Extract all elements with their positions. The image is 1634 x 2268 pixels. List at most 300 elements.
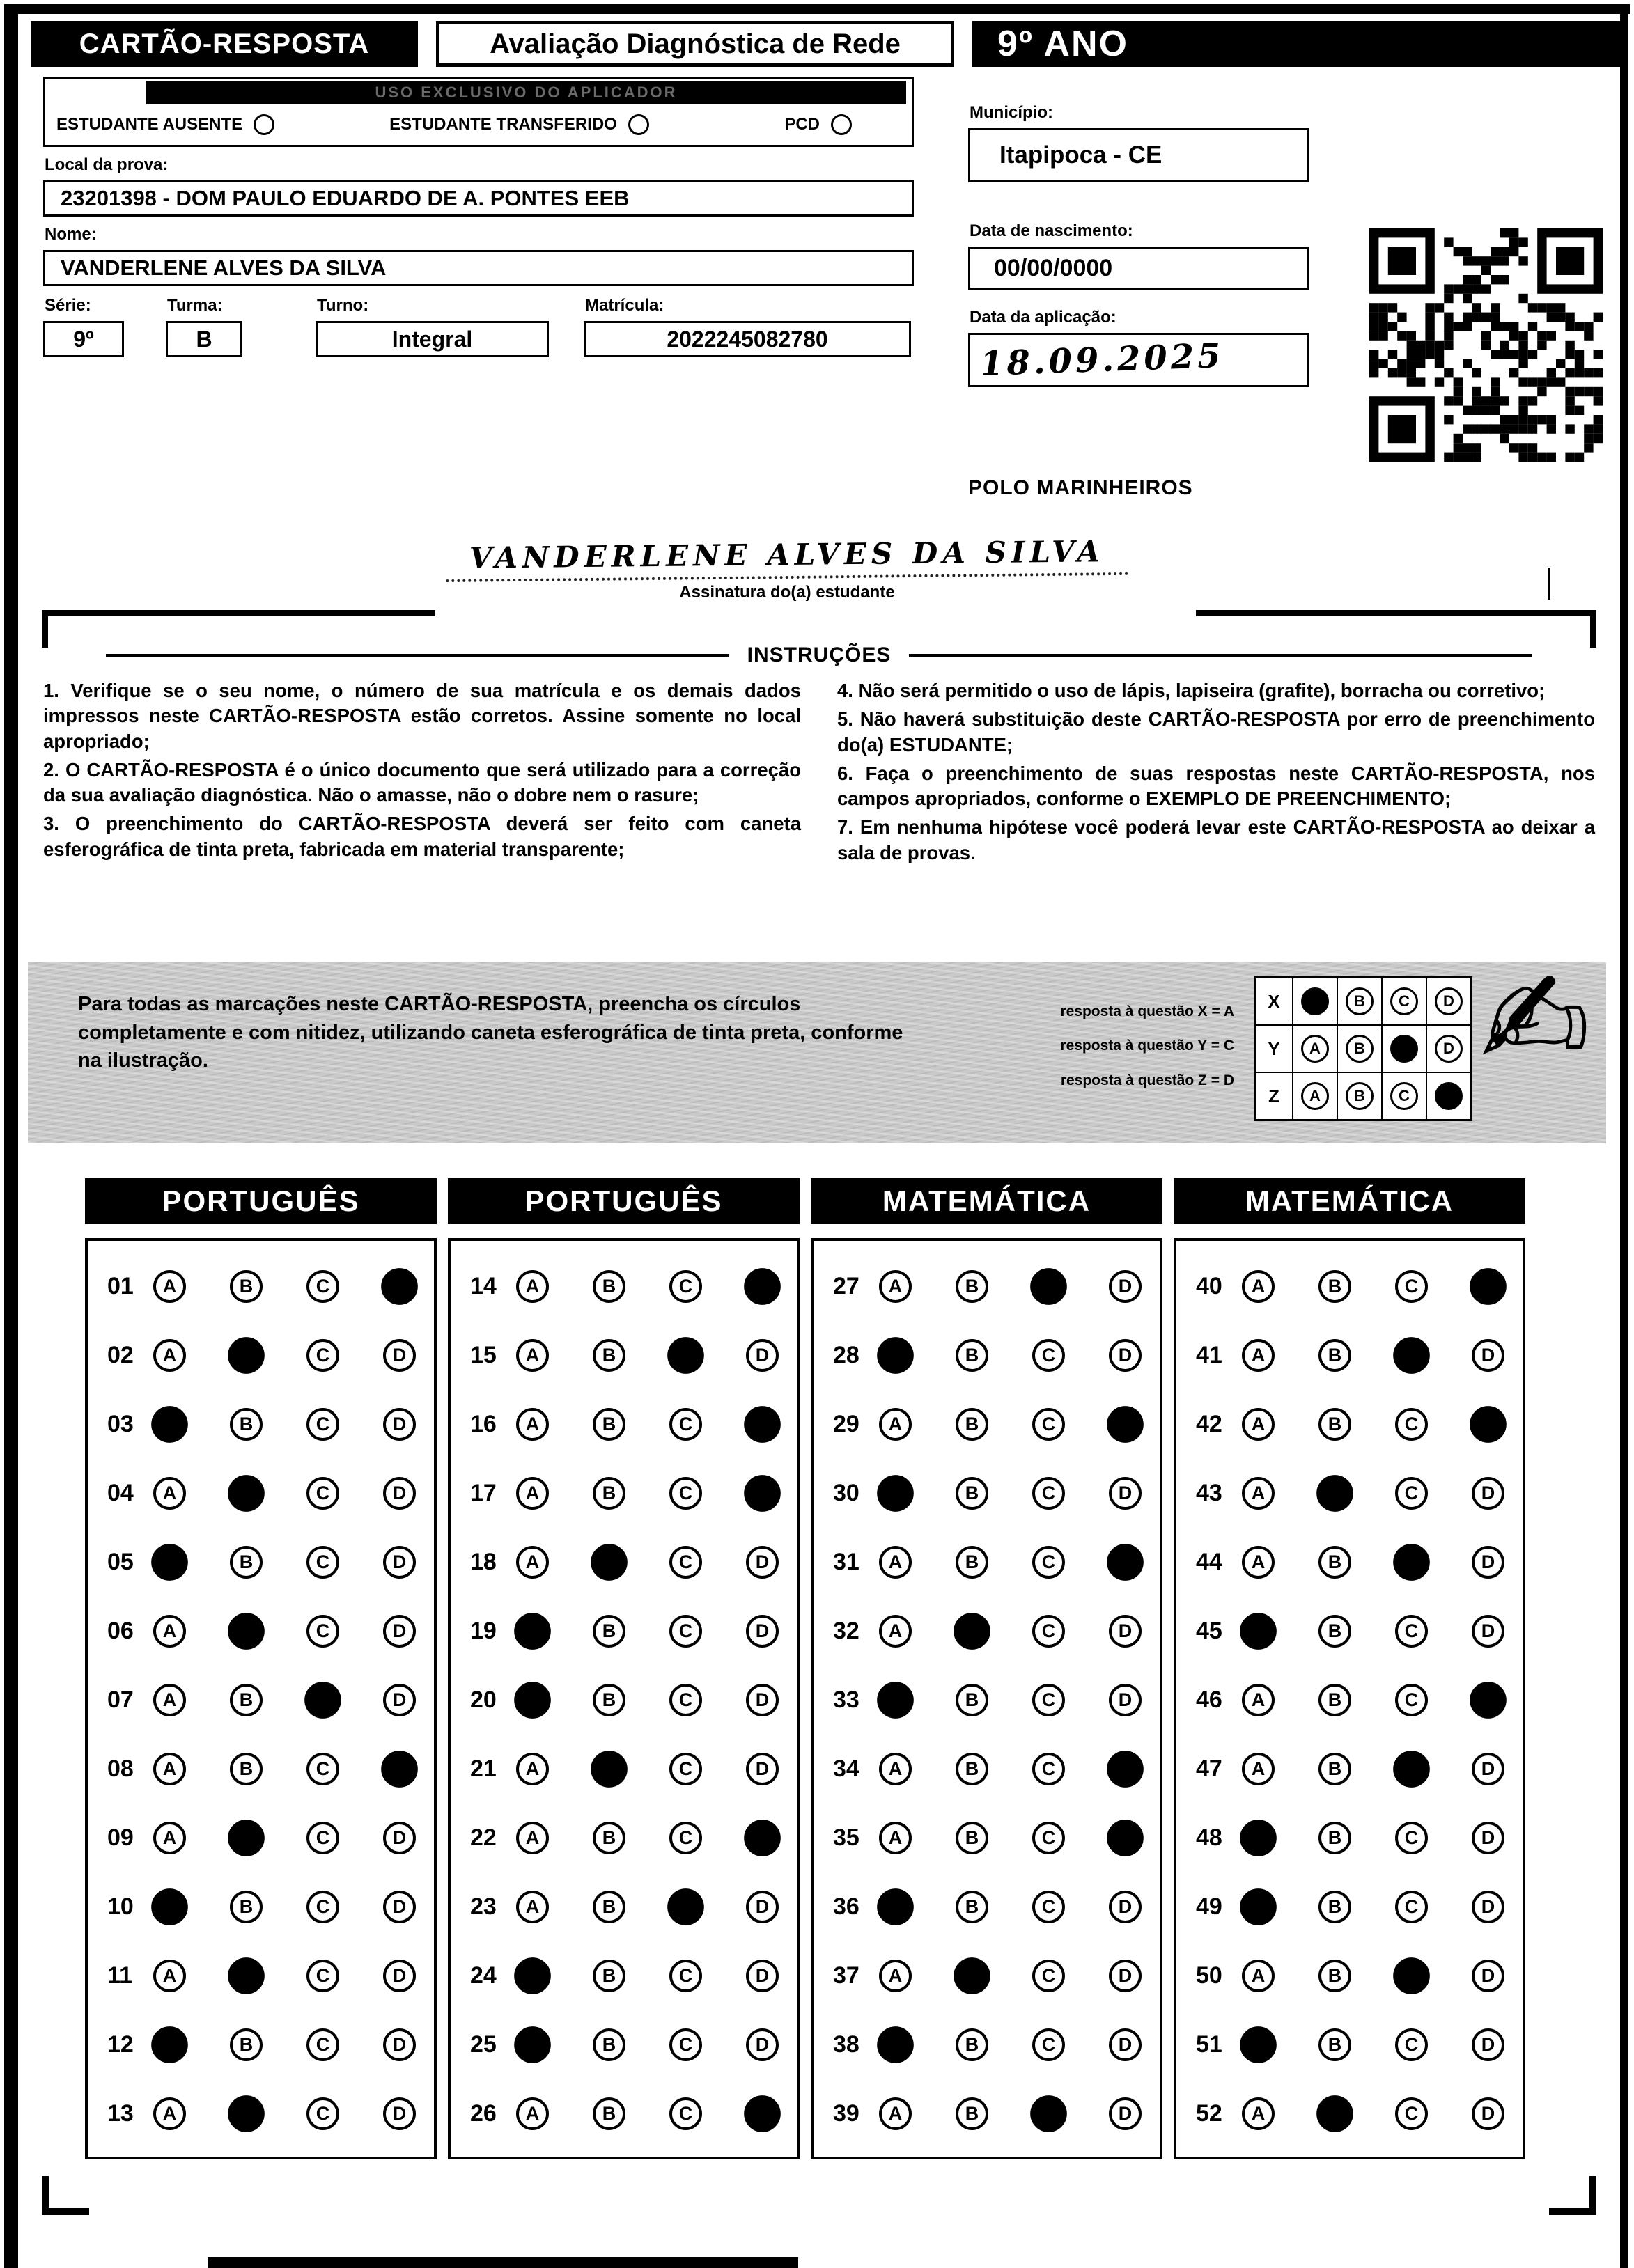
fill-notice-text: Para todas as marcações neste CARTÃO-RESPOSTA, preencha os círculos completamente e com nitidez, utilizando caneta esferográfica de tinta preta, conforme na ilustração.: [78, 993, 903, 1072]
question-row: [814, 1735, 1160, 1804]
answer-bubble-52-B[interactable]: B: [1316, 2095, 1353, 2132]
answer-bubble-05-D[interactable]: D: [383, 1546, 416, 1579]
answer-bubble-37-B[interactable]: B: [954, 1957, 990, 1994]
answer-bubble-17-B[interactable]: B: [593, 1477, 625, 1510]
answer-bubble-36-A[interactable]: A: [877, 1888, 914, 1925]
answer-bubble-17-C[interactable]: C: [669, 1477, 702, 1510]
answer-bubble-11-C[interactable]: C: [306, 1960, 339, 1992]
question-row: [1176, 1597, 1523, 1666]
answer-bubble-17-A[interactable]: A: [516, 1477, 549, 1510]
question-row: [451, 1666, 797, 1735]
answer-bubble-23-C[interactable]: C: [667, 1888, 704, 1925]
question-row: [88, 1666, 434, 1735]
answer-bubble-30-C[interactable]: C: [1032, 1477, 1065, 1510]
bubble-group: [153, 1615, 416, 1648]
answer-bubble-10-C[interactable]: C: [306, 1891, 339, 1923]
answer-bubble-34-C[interactable]: C: [1032, 1753, 1065, 1785]
answer-bubble-38-D[interactable]: D: [1109, 2028, 1142, 2061]
aplicacao-label: Data da aplicação:: [970, 308, 1116, 327]
bubble-group: [516, 1270, 779, 1303]
answer-bubble-04-B[interactable]: B: [228, 1475, 265, 1512]
answer-bubble-23-A[interactable]: A: [516, 1891, 549, 1923]
question-row: [1176, 1321, 1523, 1390]
answer-bubble-28-D[interactable]: D: [1109, 1339, 1142, 1372]
answer-bubble-07-D[interactable]: D: [383, 1684, 416, 1716]
bubble-group: [153, 1408, 416, 1441]
corner-mark-top-left: [42, 610, 435, 648]
matricula-label: Matrícula:: [585, 296, 664, 315]
answer-bubble-41-D[interactable]: D: [1472, 1339, 1504, 1372]
answer-bubble-46-B[interactable]: B: [1318, 1684, 1351, 1716]
question-number: 09: [107, 1824, 134, 1851]
answer-bubble-38-C[interactable]: C: [1032, 2028, 1065, 2061]
answer-bubble-12-B[interactable]: B: [230, 2028, 263, 2061]
answer-bubble-52-C[interactable]: C: [1395, 2097, 1428, 2130]
answer-bubble-04-D[interactable]: D: [383, 1477, 416, 1510]
answer-bubble-39-C[interactable]: C: [1030, 2095, 1067, 2132]
matricula-value: 2022245082780: [584, 321, 911, 357]
question-number: 29: [833, 1411, 859, 1437]
bubble-group: [153, 1822, 416, 1854]
bubble-group: [879, 1753, 1142, 1785]
answer-bubble-19-C[interactable]: C: [669, 1615, 702, 1648]
applicator-option: [56, 114, 274, 135]
answer-bubble-45-D[interactable]: D: [1472, 1615, 1504, 1648]
answer-bubble-02-D[interactable]: D: [383, 1339, 416, 1372]
answer-bubble-16-B[interactable]: B: [593, 1408, 625, 1441]
answer-bubble-12-A[interactable]: A: [151, 2026, 188, 2063]
answer-bubble-02-C[interactable]: C: [306, 1339, 339, 1372]
answer-bubble-38-B[interactable]: B: [956, 2028, 988, 2061]
answer-bubble-34-D[interactable]: D: [1107, 1751, 1144, 1788]
answer-bubble-49-B[interactable]: B: [1318, 1891, 1351, 1923]
answer-bubble-35-A[interactable]: A: [879, 1822, 912, 1854]
answer-bubble-08-B[interactable]: B: [230, 1753, 263, 1785]
answer-bubble-52-A[interactable]: A: [1242, 2097, 1275, 2130]
example-cell: [1338, 1026, 1383, 1073]
answer-bubble-43-D[interactable]: D: [1472, 1477, 1504, 1510]
bubble-group: [879, 1408, 1142, 1441]
answer-bubble-37-D[interactable]: D: [1109, 1960, 1142, 1992]
answer-bubble-06-A[interactable]: A: [153, 1615, 186, 1648]
answer-bubble-24-A[interactable]: A: [514, 1957, 551, 1994]
answer-bubble-05-C[interactable]: C: [306, 1546, 339, 1579]
answer-bubble-06-C[interactable]: C: [306, 1615, 339, 1648]
answer-bubble-16-A[interactable]: A: [516, 1408, 549, 1441]
answer-bubble-01-A[interactable]: A: [153, 1270, 186, 1303]
answer-bubble-29-B[interactable]: B: [956, 1408, 988, 1441]
answer-bubble-27-A[interactable]: A: [879, 1270, 912, 1303]
answer-bubble-19-D[interactable]: D: [746, 1615, 779, 1648]
question-number: 49: [1196, 1893, 1222, 1920]
answer-bubble-27-C[interactable]: C: [1030, 1268, 1067, 1305]
answer-bubble-49-C[interactable]: C: [1395, 1891, 1428, 1923]
local-label: Local da prova:: [45, 155, 169, 174]
answer-column: [811, 1178, 1162, 2159]
answer-bubble-04-C[interactable]: C: [306, 1477, 339, 1510]
answer-bubble-11-A[interactable]: A: [153, 1960, 186, 1992]
answer-bubble-31-C[interactable]: C: [1032, 1546, 1065, 1579]
answer-bubble-34-A[interactable]: A: [879, 1753, 912, 1785]
answer-bubble-26-A[interactable]: A: [516, 2097, 549, 2130]
answer-bubble-08-A[interactable]: A: [153, 1753, 186, 1785]
answer-bubble-40-C[interactable]: C: [1395, 1270, 1428, 1303]
answer-bubble-10-D[interactable]: D: [383, 1891, 416, 1923]
question-number: 43: [1196, 1480, 1222, 1506]
answer-bubble-19-A[interactable]: A: [514, 1613, 551, 1650]
answer-bubble-33-C[interactable]: C: [1032, 1684, 1065, 1716]
applicator-option-label: PCD: [784, 115, 820, 134]
answer-bubble-42-B[interactable]: B: [1318, 1408, 1351, 1441]
answer-bubble-39-B[interactable]: B: [956, 2097, 988, 2130]
answer-bubble-32-D[interactable]: D: [1109, 1615, 1142, 1648]
example-cell: [1293, 1026, 1338, 1073]
question-number: 15: [470, 1342, 497, 1368]
example-grid-row: [1256, 978, 1470, 1026]
answer-bubble-52-D[interactable]: D: [1472, 2097, 1504, 2130]
answer-bubble-01-D[interactable]: D: [381, 1268, 418, 1305]
answer-bubble-26-D[interactable]: D: [744, 2095, 781, 2132]
answer-bubble-34-B[interactable]: B: [956, 1753, 988, 1785]
answer-bubble-33-A[interactable]: A: [877, 1682, 914, 1719]
bubble-group: [153, 1891, 416, 1923]
answer-bubble-11-B[interactable]: B: [228, 1957, 265, 1994]
answer-bubble-36-D[interactable]: D: [1109, 1891, 1142, 1923]
answer-bubble-13-B[interactable]: B: [228, 2095, 265, 2132]
answer-bubble-01-B[interactable]: B: [230, 1270, 263, 1303]
answer-bubble-15-C[interactable]: C: [667, 1337, 704, 1374]
exam-title: Avaliação Diagnóstica de Rede: [436, 21, 954, 67]
answer-bubble-21-B[interactable]: B: [591, 1751, 628, 1788]
bubble-group: [1242, 1753, 1504, 1785]
answer-bubble-44-D[interactable]: D: [1472, 1546, 1504, 1579]
applicator-option-circle[interactable]: [831, 114, 852, 135]
bubble-group: [1242, 1891, 1504, 1923]
bubble-group: [1242, 1270, 1504, 1303]
page-border-top: [4, 4, 1630, 14]
answer-bubble-44-A[interactable]: A: [1242, 1546, 1275, 1579]
answer-bubble-51-C[interactable]: C: [1395, 2028, 1428, 2061]
answer-bubble-32-C[interactable]: C: [1032, 1615, 1065, 1648]
answer-bubble-46-C[interactable]: C: [1395, 1684, 1428, 1716]
answer-bubble-37-C[interactable]: C: [1032, 1960, 1065, 1992]
answer-bubble-13-C[interactable]: C: [306, 2097, 339, 2130]
answer-bubble-03-C[interactable]: C: [306, 1408, 339, 1441]
question-number: 41: [1196, 1342, 1222, 1368]
question-number: 52: [1196, 2100, 1222, 2127]
question-row: [88, 1735, 434, 1804]
question-number: 16: [470, 1411, 497, 1437]
instructions-columns: [43, 678, 1595, 869]
answer-bubble-03-B[interactable]: B: [230, 1408, 263, 1441]
answer-bubble-39-A[interactable]: A: [879, 2097, 912, 2130]
corner-mark-bottom-left: [42, 2176, 89, 2215]
bubble-group: [516, 1339, 779, 1372]
answer-bubble-49-A[interactable]: A: [1240, 1888, 1277, 1925]
question-row: [451, 1872, 797, 1941]
answer-bubble-27-D[interactable]: D: [1109, 1270, 1142, 1303]
answer-bubble-36-B[interactable]: B: [956, 1891, 988, 1923]
answer-bubble-33-D[interactable]: D: [1109, 1684, 1142, 1716]
applicator-option-circle[interactable]: [628, 114, 649, 135]
answer-grid: [448, 1238, 800, 2159]
answer-bubble-31-B[interactable]: B: [956, 1546, 988, 1579]
answer-bubble-35-C[interactable]: C: [1032, 1822, 1065, 1854]
answer-bubble-47-B[interactable]: B: [1318, 1753, 1351, 1785]
answer-bubble-08-D[interactable]: D: [381, 1751, 418, 1788]
answer-bubble-35-B[interactable]: B: [956, 1822, 988, 1854]
instructions-title-row: [106, 643, 1532, 667]
answer-bubble-28-A[interactable]: A: [877, 1337, 914, 1374]
answer-bubble-44-C[interactable]: C: [1393, 1544, 1430, 1581]
answer-bubble-45-A[interactable]: A: [1240, 1613, 1277, 1650]
answer-bubble-15-D[interactable]: D: [746, 1339, 779, 1372]
answer-bubble-14-A[interactable]: A: [516, 1270, 549, 1303]
answer-bubble-36-C[interactable]: C: [1032, 1891, 1065, 1923]
answer-bubble-28-C[interactable]: C: [1032, 1339, 1065, 1372]
answer-bubble-47-A[interactable]: A: [1242, 1753, 1275, 1785]
answer-bubble-25-B[interactable]: B: [593, 2028, 625, 2061]
registration-mark: [1548, 568, 1550, 600]
answer-bubble-22-A[interactable]: A: [516, 1822, 549, 1854]
answer-bubble-09-B[interactable]: B: [228, 1820, 265, 1856]
answer-bubble-29-C[interactable]: C: [1032, 1408, 1065, 1441]
answer-bubble-18-A[interactable]: A: [516, 1546, 549, 1579]
answer-bubble-26-C[interactable]: C: [669, 2097, 702, 2130]
answer-bubble-42-D[interactable]: D: [1470, 1406, 1507, 1443]
answer-bubble-15-B[interactable]: B: [593, 1339, 625, 1372]
answer-bubble-41-C[interactable]: C: [1393, 1337, 1430, 1374]
answer-bubble-38-A[interactable]: A: [877, 2026, 914, 2063]
answer-bubble-07-C[interactable]: C: [304, 1682, 341, 1719]
nascimento-label: Data de nascimento:: [970, 221, 1133, 240]
answer-bubble-14-D[interactable]: D: [744, 1268, 781, 1305]
answer-bubble-16-C[interactable]: C: [669, 1408, 702, 1441]
answer-bubble-05-A[interactable]: A: [151, 1544, 188, 1581]
bubble-group: [1242, 1960, 1504, 1992]
answer-bubble-31-A[interactable]: A: [879, 1546, 912, 1579]
answer-bubble-50-B[interactable]: B: [1318, 1960, 1351, 1992]
answer-bubble-22-D[interactable]: D: [744, 1820, 781, 1856]
answer-bubble-44-B[interactable]: B: [1318, 1546, 1351, 1579]
answer-bubble-45-B[interactable]: B: [1318, 1615, 1351, 1648]
answer-bubble-03-A[interactable]: A: [151, 1406, 188, 1443]
answer-bubble-03-D[interactable]: D: [383, 1408, 416, 1441]
answer-bubble-37-A[interactable]: A: [879, 1960, 912, 1992]
question-row: [88, 1941, 434, 2010]
question-row: [88, 1804, 434, 1872]
question-row: [88, 1390, 434, 1459]
answer-bubble-40-D[interactable]: D: [1470, 1268, 1507, 1305]
example-cell: [1383, 1026, 1427, 1073]
answer-bubble-25-A[interactable]: A: [514, 2026, 551, 2063]
bubble-group: [879, 1822, 1142, 1854]
answer-bubble-02-B[interactable]: B: [228, 1337, 265, 1374]
answer-bubble-24-B[interactable]: B: [593, 1960, 625, 1992]
answer-bubble-09-C[interactable]: C: [306, 1822, 339, 1854]
question-row: [814, 1666, 1160, 1735]
answer-bubble-43-A[interactable]: A: [1242, 1477, 1275, 1510]
answer-bubble-06-B[interactable]: B: [228, 1613, 265, 1650]
answer-bubble-29-D[interactable]: D: [1107, 1406, 1144, 1443]
answer-column-title: PORTUGUÊS: [448, 1178, 800, 1224]
answer-bubble-50-D[interactable]: D: [1472, 1960, 1504, 1992]
answer-bubble-22-B[interactable]: B: [593, 1822, 625, 1854]
question-row: [1176, 1528, 1523, 1597]
example-cell: [1427, 978, 1470, 1026]
bubble-group: [153, 1684, 416, 1716]
answer-bubble-27-B[interactable]: B: [956, 1270, 988, 1303]
municipio-label: Município:: [970, 103, 1053, 122]
example-bubble-Y-C: C: [1390, 1035, 1418, 1063]
applicator-option-circle[interactable]: [254, 114, 274, 135]
answer-bubble-40-A[interactable]: A: [1242, 1270, 1275, 1303]
example-bubble-X-D: D: [1435, 987, 1463, 1015]
answer-bubble-20-A[interactable]: A: [514, 1682, 551, 1719]
answer-bubble-21-D[interactable]: D: [746, 1753, 779, 1785]
question-number: 22: [470, 1824, 497, 1851]
answer-bubble-33-B[interactable]: B: [956, 1684, 988, 1716]
answer-bubble-16-D[interactable]: D: [744, 1406, 781, 1443]
answer-bubble-05-B[interactable]: B: [230, 1546, 263, 1579]
answer-bubble-06-D[interactable]: D: [383, 1615, 416, 1648]
answer-bubble-30-D[interactable]: D: [1109, 1477, 1142, 1510]
answer-bubble-15-A[interactable]: A: [516, 1339, 549, 1372]
answer-bubble-10-B[interactable]: B: [230, 1891, 263, 1923]
example-cell: [1293, 978, 1338, 1026]
answer-bubble-21-A[interactable]: A: [516, 1753, 549, 1785]
bubble-group: [516, 1546, 779, 1579]
card-title: CARTÃO-RESPOSTA: [31, 21, 418, 67]
signature-area: [390, 534, 1184, 602]
answer-bubble-41-B[interactable]: B: [1318, 1339, 1351, 1372]
question-row: [814, 1321, 1160, 1390]
question-number: 47: [1196, 1755, 1222, 1782]
answer-bubble-18-B[interactable]: B: [591, 1544, 628, 1581]
answer-bubble-18-D[interactable]: D: [746, 1546, 779, 1579]
answer-bubble-11-D[interactable]: D: [383, 1960, 416, 1992]
answer-bubble-42-A[interactable]: A: [1242, 1408, 1275, 1441]
answer-bubble-50-C[interactable]: C: [1393, 1957, 1430, 1994]
example-row-key: X: [1256, 978, 1293, 1026]
question-number: 02: [107, 1342, 134, 1368]
question-row: [814, 1459, 1160, 1528]
answer-bubble-47-C[interactable]: C: [1393, 1751, 1430, 1788]
answer-bubble-32-A[interactable]: A: [879, 1615, 912, 1648]
answer-bubble-42-C[interactable]: C: [1395, 1408, 1428, 1441]
answer-bubble-28-B[interactable]: B: [956, 1339, 988, 1372]
question-row: [88, 2010, 434, 2079]
answer-bubble-30-A[interactable]: A: [877, 1475, 914, 1512]
answer-bubble-46-A[interactable]: A: [1242, 1684, 1275, 1716]
answer-bubble-14-B[interactable]: B: [593, 1270, 625, 1303]
instruction-item: 2. O CARTÃO-RESPOSTA é o único documento que será utilizado para a correção da sua avaliação diagnóstica. Não o amasse, não o dobre nem o rasure;: [43, 758, 801, 806]
answer-bubble-07-A[interactable]: A: [153, 1684, 186, 1716]
answer-bubble-20-B[interactable]: B: [593, 1684, 625, 1716]
answer-bubble-13-A[interactable]: A: [153, 2097, 186, 2130]
bubble-group: [516, 1477, 779, 1510]
answer-bubble-01-C[interactable]: C: [306, 1270, 339, 1303]
answer-bubble-51-D[interactable]: D: [1472, 2028, 1504, 2061]
answer-bubble-10-A[interactable]: A: [151, 1888, 188, 1925]
answer-bubble-21-C[interactable]: C: [669, 1753, 702, 1785]
answer-bubble-09-A[interactable]: A: [153, 1822, 186, 1854]
answer-bubble-49-D[interactable]: D: [1472, 1891, 1504, 1923]
answer-bubble-29-A[interactable]: A: [879, 1408, 912, 1441]
serie-field: [43, 296, 124, 357]
answer-bubble-46-D[interactable]: D: [1470, 1682, 1507, 1719]
answer-bubble-23-B[interactable]: B: [593, 1891, 625, 1923]
answer-bubble-48-D[interactable]: D: [1472, 1822, 1504, 1854]
page-border-left: [4, 4, 18, 2268]
answer-bubble-48-B[interactable]: B: [1318, 1822, 1351, 1854]
question-row: [451, 1735, 797, 1804]
answer-bubble-25-D[interactable]: D: [746, 2028, 779, 2061]
question-number: 35: [833, 1824, 859, 1851]
answer-bubble-35-D[interactable]: D: [1107, 1820, 1144, 1856]
nome-label: Nome:: [45, 225, 97, 244]
answer-bubble-31-D[interactable]: D: [1107, 1544, 1144, 1581]
question-row: [451, 1528, 797, 1597]
answer-bubble-25-C[interactable]: C: [669, 2028, 702, 2061]
answer-bubble-22-C[interactable]: C: [669, 1822, 702, 1854]
answer-bubble-20-D[interactable]: D: [746, 1684, 779, 1716]
answer-bubble-17-D[interactable]: D: [744, 1475, 781, 1512]
answer-bubble-32-B[interactable]: B: [954, 1613, 990, 1650]
instruction-item: 1. Verifique se o seu nome, o número de sua matrícula e os demais dados impressos neste CARTÃO-RESPOSTA estão corretos. Assine somente no local apropriado;: [43, 680, 801, 752]
answer-bubble-30-B[interactable]: B: [956, 1477, 988, 1510]
example-bubble-Y-A: A: [1301, 1035, 1329, 1063]
answer-bubble-24-D[interactable]: D: [746, 1960, 779, 1992]
bubble-group: [879, 1960, 1142, 1992]
example-cell: [1383, 978, 1427, 1026]
answer-bubble-40-B[interactable]: B: [1318, 1270, 1351, 1303]
answer-bubble-02-A[interactable]: A: [153, 1339, 186, 1372]
answer-bubble-50-A[interactable]: A: [1242, 1960, 1275, 1992]
answer-bubble-12-C[interactable]: C: [306, 2028, 339, 2061]
question-row: [1176, 2079, 1523, 2148]
answer-bubble-18-C[interactable]: C: [669, 1546, 702, 1579]
answer-bubble-48-C[interactable]: C: [1395, 1822, 1428, 1854]
example-cell: [1427, 1026, 1470, 1073]
answer-bubble-45-C[interactable]: C: [1395, 1615, 1428, 1648]
answer-bubble-09-D[interactable]: D: [383, 1822, 416, 1854]
answer-bubble-48-A[interactable]: A: [1240, 1820, 1277, 1856]
answer-bubble-14-C[interactable]: C: [669, 1270, 702, 1303]
answer-bubble-51-A[interactable]: A: [1240, 2026, 1277, 2063]
answer-bubble-12-D[interactable]: D: [383, 2028, 416, 2061]
answer-bubble-20-C[interactable]: C: [669, 1684, 702, 1716]
answer-bubble-43-B[interactable]: B: [1316, 1475, 1353, 1512]
question-number: 25: [470, 2031, 497, 2058]
question-number: 24: [470, 1962, 497, 1989]
answer-bubble-47-D[interactable]: D: [1472, 1753, 1504, 1785]
answer-bubble-51-B[interactable]: B: [1318, 2028, 1351, 2061]
answer-bubble-13-D[interactable]: D: [383, 2097, 416, 2130]
bubble-group: [879, 1270, 1142, 1303]
answer-bubble-39-D[interactable]: D: [1109, 2097, 1142, 2130]
answer-bubble-07-B[interactable]: B: [230, 1684, 263, 1716]
answer-bubble-23-D[interactable]: D: [746, 1891, 779, 1923]
answer-bubble-19-B[interactable]: B: [593, 1615, 625, 1648]
answer-bubble-08-C[interactable]: C: [306, 1753, 339, 1785]
answer-bubble-24-C[interactable]: C: [669, 1960, 702, 1992]
answer-bubble-26-B[interactable]: B: [593, 2097, 625, 2130]
answer-bubble-04-A[interactable]: A: [153, 1477, 186, 1510]
answer-bubble-43-C[interactable]: C: [1395, 1477, 1428, 1510]
question-row: [1176, 1941, 1523, 2010]
answer-bubble-41-A[interactable]: A: [1242, 1339, 1275, 1372]
